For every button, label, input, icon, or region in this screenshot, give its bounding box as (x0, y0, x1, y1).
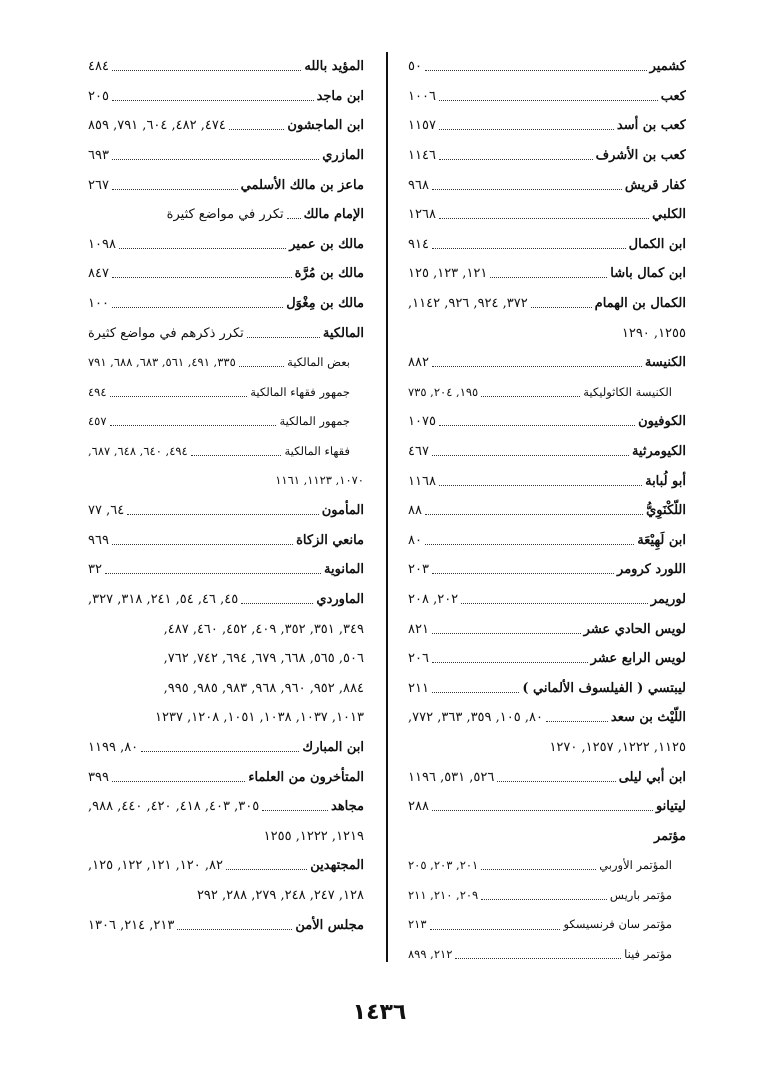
index-entry (408, 703, 686, 733)
dot-leader (439, 100, 658, 101)
dot-leader (439, 218, 649, 219)
index-page-refs: ٢٠٦ (408, 651, 429, 667)
dot-leader (239, 366, 284, 367)
index-entry (408, 821, 686, 851)
dot-leader (112, 189, 238, 190)
index-term: المانوية (324, 562, 364, 578)
index-page-refs: ٤٦٧ (408, 444, 429, 460)
index-term: مجلس الأمن (295, 917, 364, 933)
index-page-refs: ١٢٦٨ (408, 207, 436, 223)
index-page-refs: ١٢١٩, ١٢٢٢, ١٢٥٥ (263, 828, 364, 844)
index-page-refs: ٢٠٢, ٢٠٨ (408, 591, 459, 607)
index-page-refs: ٨٠ (408, 532, 422, 548)
index-entry (408, 614, 686, 644)
index-entry (88, 230, 364, 260)
index-entry (88, 141, 364, 171)
index-term: المؤتمر الأوربي (599, 858, 672, 873)
dot-leader (105, 573, 321, 574)
dot-leader (191, 455, 282, 456)
index-page-refs: ٢٠٩, ٢١٠, ٢١١ (408, 887, 479, 902)
index-entry (408, 792, 686, 822)
index-term: الكمال بن الهمام (594, 296, 686, 312)
index-entry (408, 881, 686, 911)
dot-leader (432, 573, 614, 574)
index-page-refs: ٤٧٤, ٤٨٢, ٦٠٤, ٧٩١, ٨٥٩ (88, 118, 226, 134)
index-entry (408, 318, 686, 348)
index-entry (88, 111, 364, 141)
index-term: الكنيسة (644, 355, 686, 371)
index-entry (408, 170, 686, 200)
index-entry (88, 289, 364, 319)
dot-leader (481, 396, 580, 397)
index-entry (88, 614, 364, 644)
index-page-refs: ٨٠, ١١٩٩ (88, 739, 139, 755)
index-page-refs: ٣٣٥, ٤٩١, ٥٦١, ٦٨٣, ٦٨٨, ٧٩١ (88, 354, 236, 369)
index-page-refs: ٨٠, ١٠٥, ٣٥٩, ٣٦٣, ٧٧٢, (408, 710, 543, 726)
index-entry (88, 82, 364, 112)
index-entry (88, 703, 364, 733)
index-entry (88, 466, 364, 496)
index-page-refs: ١٠٧٥ (408, 414, 436, 430)
dot-leader (241, 603, 313, 604)
index-page-refs: ٤٩٤, ٦٤٠, ٦٤٨, ٦٨٧, (88, 443, 188, 458)
index-page-refs: ٣٧٢, ٩٢٤, ٩٢٦, ١١٤٢, (408, 296, 528, 312)
dot-leader (490, 277, 607, 278)
index-entry (408, 52, 686, 82)
index-entry (88, 585, 364, 615)
dot-leader (439, 485, 642, 486)
index-term: الكلبي (652, 207, 686, 223)
index-term: مالك بن مِغْوَل (286, 296, 364, 312)
dot-leader (226, 869, 307, 870)
index-term: بعض المالكية (287, 354, 350, 369)
index-entry (88, 644, 364, 674)
index-term: المازري (322, 148, 364, 164)
dot-leader (546, 721, 608, 722)
index-entry (408, 141, 686, 171)
dot-leader (455, 958, 621, 959)
index-page-refs: ٢١٣, ٢١٤, ١٣٠٦ (88, 917, 175, 933)
index-term: جمهور فقهاء المالكية (250, 384, 350, 399)
dot-leader (439, 425, 635, 426)
index-entry (408, 466, 686, 496)
index-page-refs: ٣٠٥, ٤٠٣, ٤١٨, ٤٢٠, ٤٤٠, ٩٨٨, (88, 799, 260, 815)
index-page-refs: ٢١٣ (408, 917, 427, 932)
index-entry (408, 437, 686, 467)
index-page-refs: ١٠٠ (88, 296, 109, 312)
index-term: كعب بن أسد (616, 118, 686, 134)
dot-leader (247, 337, 320, 338)
index-entry (88, 673, 364, 703)
dot-leader (119, 248, 286, 249)
dot-leader (432, 455, 629, 456)
index-page-refs: ١١٦٨ (408, 473, 436, 489)
index-page-refs: ٤٨٤ (88, 59, 109, 75)
dot-leader (229, 129, 285, 130)
dot-leader (262, 810, 328, 811)
index-term: ابن الكمال (628, 236, 686, 252)
index-entry (88, 318, 364, 348)
index-page-refs: ٨٢١ (408, 621, 429, 637)
dot-leader (112, 307, 283, 308)
index-term: كعب بن الأشرف (595, 148, 686, 164)
dot-leader (177, 929, 292, 930)
index-term: الماوردي (316, 591, 364, 607)
index-page-refs: ٩٦٨ (408, 177, 429, 193)
index-term: المأمون (321, 503, 364, 519)
index-term: ابن لَهِيْعَة (637, 532, 686, 548)
index-page-refs: ٢١٢, ٨٩٩ (408, 946, 453, 961)
index-entry (408, 673, 686, 703)
dot-leader (430, 929, 561, 930)
index-page-refs: ٩٦٩ (88, 532, 109, 548)
index-term: مؤتمر باريس (609, 887, 672, 902)
index-page-refs: ٦٤, ٧٧ (88, 503, 125, 519)
index-page-refs: ٥٢٦, ٥٣١, ١١٩٦ (408, 769, 495, 785)
index-page-refs: تكرر ذكرهم في مواضع كثيرة (88, 325, 244, 341)
index-entry (88, 348, 364, 378)
index-entry (408, 378, 686, 408)
index-entry (408, 526, 686, 556)
dot-leader (425, 514, 643, 515)
index-page-refs: ٢٦٧ (88, 177, 109, 193)
index-entry (408, 644, 686, 674)
index-page-refs: ١١٤٦ (408, 148, 436, 164)
dot-leader (432, 662, 588, 663)
index-term: ابن ماجد (316, 88, 364, 104)
index-term: لويس الحادي عشر (583, 621, 686, 637)
index-entry (88, 881, 364, 911)
index-term: مؤتمر فينا (624, 946, 672, 961)
index-term: فقهاء المالكية (284, 443, 350, 458)
index-entry (88, 821, 364, 851)
dot-leader (531, 307, 592, 308)
dot-leader (425, 70, 647, 71)
index-entry (88, 407, 364, 437)
index-page-refs: ٢٠٣ (408, 562, 429, 578)
index-term: مؤتمر (654, 828, 686, 844)
dot-leader (112, 70, 301, 71)
index-entry (88, 200, 364, 230)
index-entry (408, 585, 686, 615)
dot-leader (112, 277, 292, 278)
index-page-refs: ١٢٥٥, ١٢٩٠ (621, 325, 686, 341)
index-page-refs: ٨٢, ١٢٠, ١٢١, ١٢٢, ١٢٥, (88, 858, 223, 874)
dot-leader (112, 159, 319, 160)
index-term: كعب (660, 88, 686, 104)
page-number: ١٤٣٦ (352, 1000, 407, 1025)
index-page-refs: ٣٤٩, ٣٥١, ٣٥٢, ٤٠٩, ٤٥٢, ٤٦٠, ٤٨٧, (163, 621, 364, 637)
index-page-refs: ٣٩٩ (88, 769, 109, 785)
index-page-refs: ١٢١, ١٢٣, ١٢٥ (408, 266, 488, 282)
dot-leader (432, 366, 642, 367)
index-page-refs: ١٠١٣, ١٠٣٧, ١٠٣٨, ١٠٥١, ١٢٠٨, ١٢٣٧ (155, 710, 364, 726)
dot-leader (481, 869, 596, 870)
index-page-refs: ٥٠ (408, 59, 422, 75)
index-term: الكنيسة الكاثوليكية (583, 384, 672, 399)
dot-leader (432, 189, 622, 190)
index-term: ابن أبي ليلى (618, 769, 686, 785)
index-term: الكيومرثية (631, 444, 686, 460)
dot-leader (432, 633, 581, 634)
index-term: ليتيانو (655, 799, 686, 815)
index-term: مالك بن عمير (289, 236, 364, 252)
index-term: كشمير (649, 59, 686, 75)
index-term: المجتهدين (310, 858, 364, 874)
index-term: ابن الماجشون (287, 118, 364, 134)
index-term: المالكية (322, 325, 364, 341)
dot-leader (425, 544, 634, 545)
index-page-refs: ٥٠٦, ٥٦٥, ٦٦٨, ٦٧٩, ٦٩٤, ٧٤٢, ٧٦٢, (163, 651, 364, 667)
index-entry (408, 851, 686, 881)
index-entry (408, 762, 686, 792)
index-page-refs: ١٠٧٠, ١١٢٣, ١١٦١ (275, 473, 364, 488)
dot-leader (127, 514, 319, 515)
index-entry (88, 52, 364, 82)
index-term: ابن كمال باشا (610, 266, 686, 282)
index-term: ابن المبارك (302, 739, 364, 755)
index-term: المتأخرون من العلماء (248, 769, 364, 785)
dot-leader (481, 899, 607, 900)
index-term: مؤتمر سان فرنسيسكو (563, 917, 672, 932)
index-term: مالك بن مُرَّة (294, 266, 364, 282)
index-page-refs: ٨٨٢ (408, 355, 429, 371)
index-entry (408, 940, 686, 970)
index-page-refs: ٤٩٤ (88, 384, 107, 399)
dot-leader (112, 544, 293, 545)
dot-leader (287, 218, 301, 219)
index-page-refs: ٨٨٤, ٩٥٢, ٩٦٠, ٩٦٨, ٩٨٣, ٩٨٥, ٩٩٥, (163, 680, 364, 696)
index-entry (88, 496, 364, 526)
dot-leader (432, 692, 519, 693)
index-term: المؤيد بالله (304, 59, 364, 75)
dot-leader (432, 810, 653, 811)
index-term: مانعي الزكاة (296, 532, 364, 548)
index-entry (88, 526, 364, 556)
dot-leader (112, 781, 245, 782)
index-entry (408, 407, 686, 437)
dot-leader (439, 129, 614, 130)
dot-leader (439, 159, 593, 160)
index-page-refs: ٢٠٥ (88, 88, 109, 104)
dot-leader (497, 781, 615, 782)
dot-leader (112, 100, 314, 101)
index-term: الكوفيون (638, 414, 686, 430)
index-term: لويس الرابع عشر (590, 651, 686, 667)
index-entry (408, 82, 686, 112)
index-entry (408, 733, 686, 763)
index-term: جمهور المالكية (279, 414, 350, 429)
index-entry (408, 111, 686, 141)
index-page-refs: تكرر في مواضع كثيرة (166, 207, 284, 223)
index-page-refs: ١١٥٧ (408, 118, 436, 134)
index-entry (88, 733, 364, 763)
index-entry (88, 910, 364, 940)
index-entry (88, 170, 364, 200)
index-term: مجاهد (331, 799, 364, 815)
index-page-refs: ٨٨ (408, 503, 422, 519)
index-entry (408, 259, 686, 289)
index-entry (88, 555, 364, 585)
index-entry (408, 555, 686, 585)
index-page-refs: ٨٤٧ (88, 266, 109, 282)
index-page-refs: ٣٢ (88, 562, 102, 578)
dot-leader (432, 248, 626, 249)
index-page-refs: ١٩٥, ٢٠٤, ٧٣٥ (408, 384, 479, 399)
index-term: لوريمر (650, 591, 686, 607)
index-page-refs: ١٠٩٨ (88, 236, 116, 252)
index-term: اللورد كرومر (617, 562, 686, 578)
dot-leader (141, 751, 299, 752)
index-entry (408, 496, 686, 526)
dot-leader (110, 425, 277, 426)
index-page-refs: ٦٩٣ (88, 148, 109, 164)
index-term: ماعز بن مالك الأسلمي (240, 177, 364, 193)
dot-leader (110, 396, 248, 397)
index-entry (88, 259, 364, 289)
index-page-refs: ١٢٨, ٢٤٧, ٢٤٨, ٢٧٩, ٢٨٨, ٢٩٢ (196, 887, 364, 903)
index-entry (408, 348, 686, 378)
index-page-refs: ١٠٠٦ (408, 88, 436, 104)
index-page-refs: ٤٥٧ (88, 414, 107, 429)
column-divider (386, 52, 388, 962)
index-term: الإمام مالك (303, 207, 364, 223)
index-page-refs: ٢٠١, ٢٠٣, ٢٠٥ (408, 858, 479, 873)
index-entry (88, 437, 364, 467)
index-page-refs: ١١٢٥, ١٢٢٢, ١٢٥٧, ١٢٧٠ (549, 739, 686, 755)
index-entry (88, 762, 364, 792)
index-entry (88, 792, 364, 822)
index-term: اللّيْث بن سعد (610, 710, 686, 726)
index-column-left (88, 52, 364, 940)
index-page-refs: ٤٥, ٤٦, ٥٤, ٢٤١, ٣١٨, ٣٢٧, (88, 591, 239, 607)
index-page-refs: ٢٨٨ (408, 799, 429, 815)
index-page-refs: ٢١١ (408, 680, 429, 696)
index-column-right (408, 52, 686, 969)
index-entry (88, 378, 364, 408)
index-entry (88, 851, 364, 881)
index-entry (408, 910, 686, 940)
index-term: كفار قريش (624, 177, 686, 193)
index-entry (408, 200, 686, 230)
index-term: ليبتسي ( الفيلسوف الألماني ) (522, 680, 686, 696)
dot-leader (461, 603, 648, 604)
index-page-refs: ٩١٤ (408, 236, 429, 252)
index-entry (408, 289, 686, 319)
index-term: أبو لُبابة (645, 473, 686, 489)
index-term: اللّكْنَوِيُّ (646, 503, 686, 519)
index-entry (408, 230, 686, 260)
